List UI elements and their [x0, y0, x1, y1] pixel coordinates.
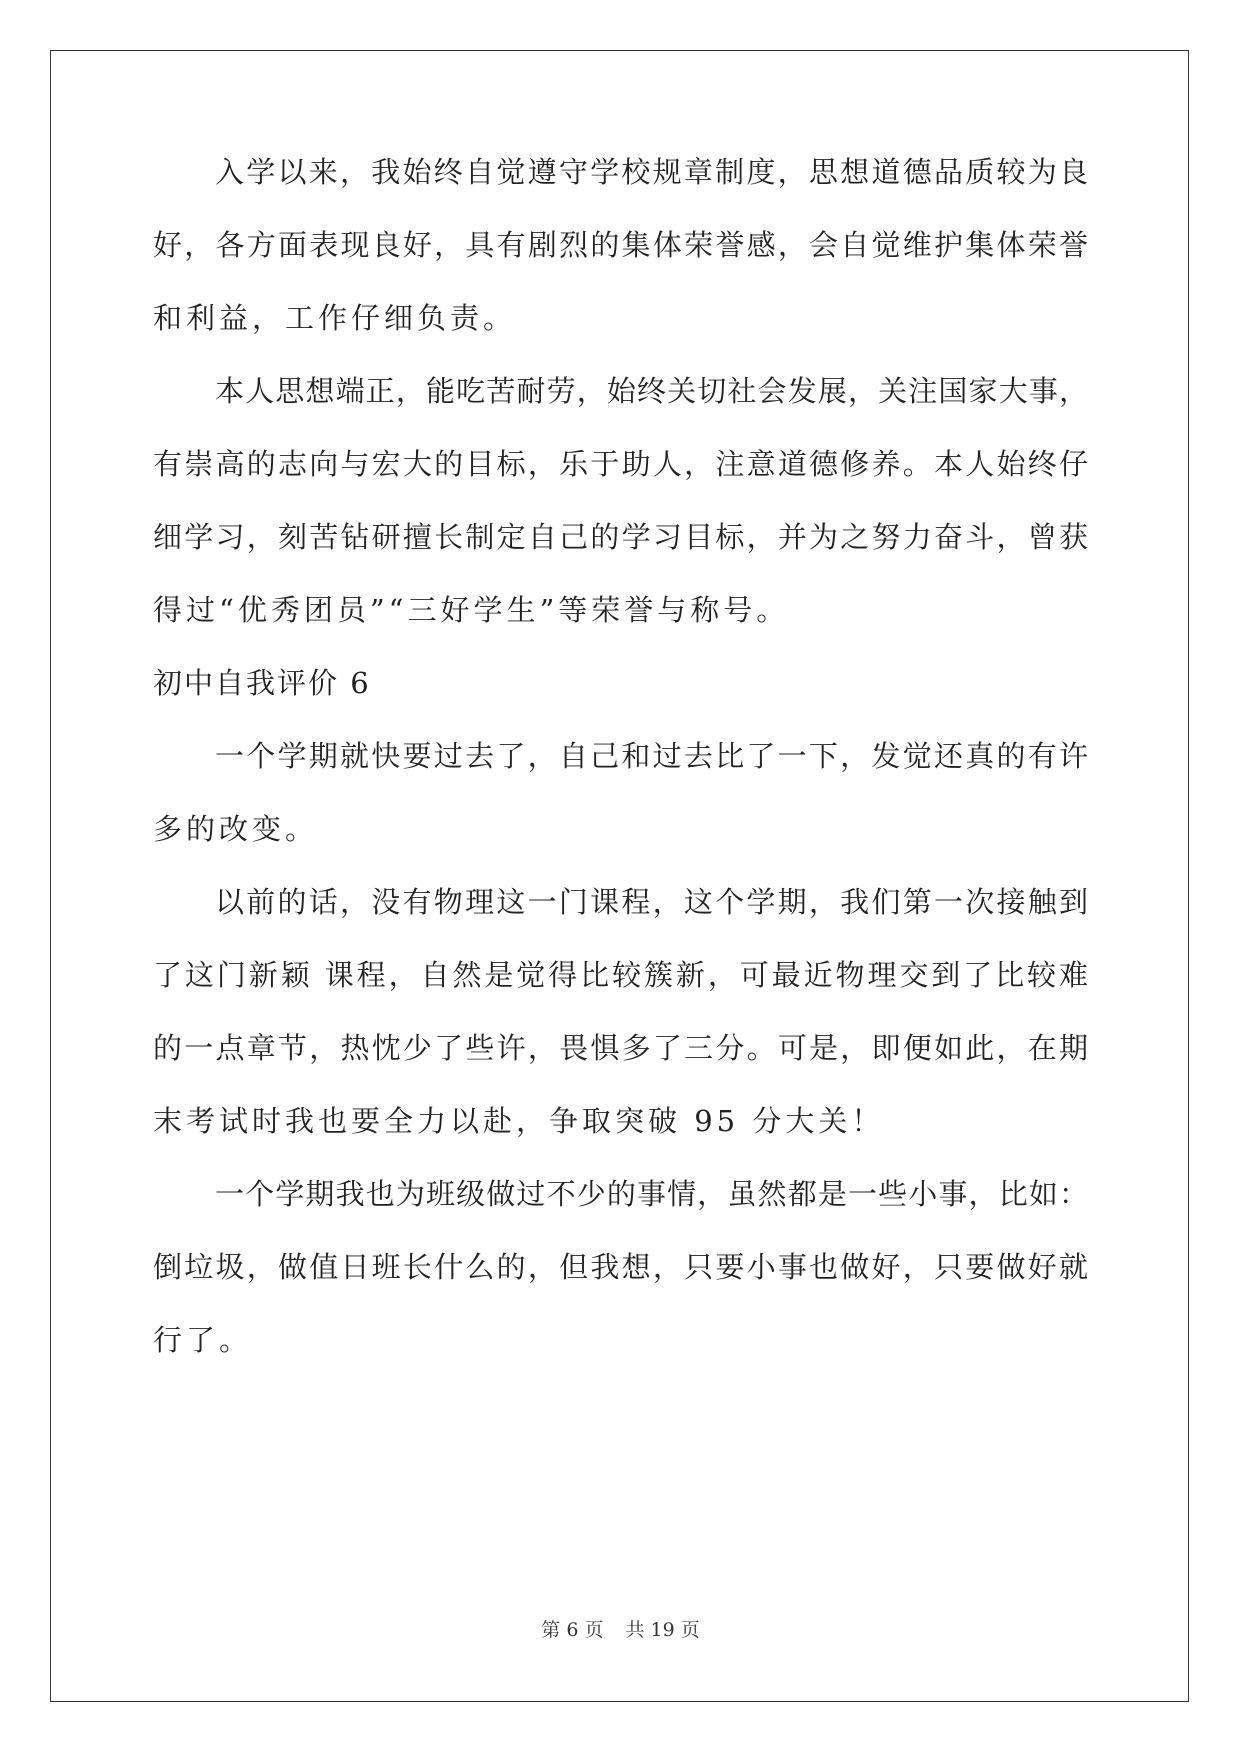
- paragraph-3-line-1: 一个学期就快要过去了，自己和过去比了一下，发觉还真的有许: [215, 739, 1088, 773]
- page-number: 第 6 页: [541, 1619, 604, 1641]
- page-footer: [0, 1618, 1241, 1642]
- paragraph-1-line-1: 入学以来，我始终自觉遵守学校规章制度，思想道德品质较为良: [215, 155, 1088, 189]
- paragraph-1-line-2: 好，各方面表现良好，具有剧烈的集体荣誉感，会自觉维护集体荣誉: [153, 228, 1088, 262]
- paragraph-4-line-2: 了这门新颖 课程，自然是觉得比较簇新，可最近物理交到了比较难: [153, 958, 1088, 992]
- paragraph-3-line-2: 多的改变。: [153, 812, 319, 846]
- paragraph-4-line-3: 的一点章节，热忱少了些许，畏惧多了三分。可是，即便如此，在期: [153, 1031, 1088, 1065]
- paragraph-2-line-1: 本人思想端正，能吃苦耐劳，始终关切社会发展，关注国家大事，: [215, 374, 1088, 408]
- paragraph-4-line-1: 以前的话，没有物理这一门课程，这个学期，我们第一次接触到: [215, 885, 1088, 919]
- paragraph-2-line-2: 有崇高的志向与宏大的目标，乐于助人，注意道德修养。本人始终仔: [153, 447, 1088, 481]
- paragraph-1-line-3: 和利益，工作仔细负责。: [153, 301, 517, 335]
- paragraph-2-line-4: 得过“优秀团员”“三好学生”等荣誉与称号。: [153, 593, 790, 627]
- paragraph-5-line-1: 一个学期我也为班级做过不少的事情，虽然都是一些小事，比如：: [215, 1177, 1088, 1211]
- section-heading: 初中自我评价 6: [153, 666, 371, 700]
- paragraph-2-line-3: 细学习，刻苦钻研擅长制定自己的学习目标，并为之努力奋斗，曾获: [153, 520, 1088, 554]
- page-total: 共 19 页: [625, 1619, 700, 1641]
- paragraph-5-line-3: 行了。: [153, 1323, 253, 1357]
- paragraph-5-line-2: 倒垃圾，做值日班长什么的，但我想，只要小事也做好，只要做好就: [153, 1250, 1088, 1284]
- paragraph-4-line-4: 末考试时我也要全力以赴，争取突破 95 分大关！: [153, 1104, 885, 1138]
